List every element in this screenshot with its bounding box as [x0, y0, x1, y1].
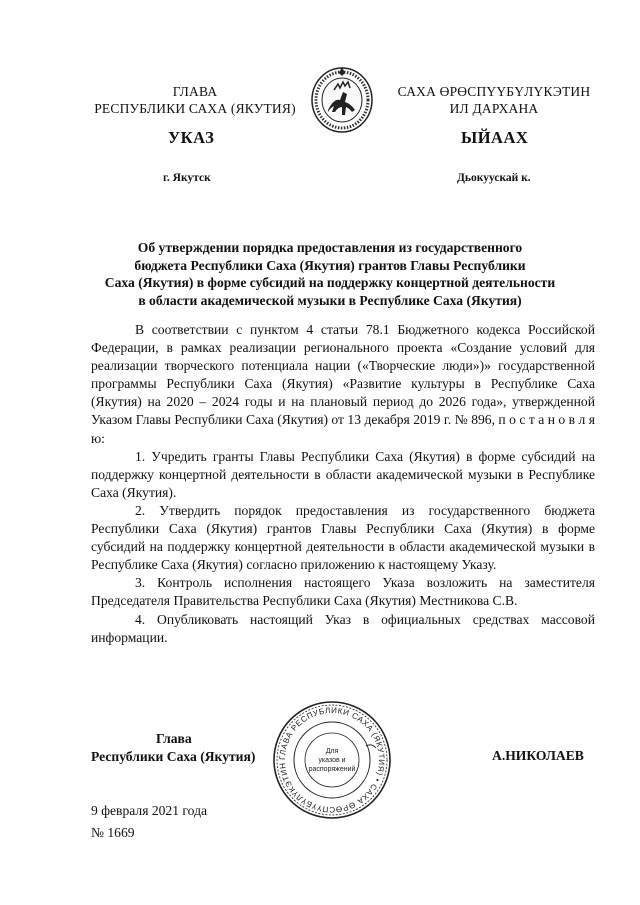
- seal-stamp-icon: [270, 698, 394, 822]
- place-sah: Дьокуускай к.: [457, 172, 531, 184]
- header-right-line2: ИЛ ДАРХАНА: [449, 101, 539, 116]
- doc-type-ru: УКАЗ: [168, 128, 215, 147]
- seal-inner-line3: распоряжений: [308, 766, 356, 773]
- title-line: Об утверждении порядка предоставления из государственного: [137, 240, 523, 255]
- place-ru: г. Якутск: [163, 172, 211, 184]
- seal-inner-line1: Для: [325, 748, 339, 755]
- signature-position-line2: Республики Саха (Якутия): [91, 749, 256, 764]
- doc-type-sah: ЫЙААХ: [461, 128, 529, 147]
- signature-position-line1: Глава: [156, 731, 192, 746]
- item-paragraph-2: 2. Утвердить порядок предоставления из государственного бюджета Республики Саха (Якутия) грантов Главы Республики Саха (Якутия) в форме субсидий на поддержку концертной деятельности в области академической музыки в Республике Саха (Якутия) согласно приложению к настоящему Указу.: [91, 502, 595, 573]
- seal-inner-line2: указов и: [318, 757, 346, 764]
- item-paragraph-1: 1. Учредить гранты Главы Республики Саха (Якутия) в форме субсидий на поддержку концертной деятельности в области академической музыки в Республике Саха (Якутия).: [91, 448, 595, 500]
- title-line: Саха (Якутия) в форме субсидий на поддержку концертной деятельности: [104, 275, 556, 291]
- seal-ring-text: ГЛАВА РЕСПУБЛИКИ САХА (ЯКУТИЯ) • САХА ӨРӨСПҮҮБҮЛҮКЭТИН: [277, 705, 387, 815]
- preamble-paragraph: В соответствии с пунктом 4 статьи 78.1 Бюджетного кодекса Российской Федерации, в рамках реализации регионального проекта «Создание условий для реализации творческого потенциала нации («Творческие люди»)» государственной программы Республики Саха (Якутия) «Развитие культуры в Республике Саха (Якутия) на 2020 – 2024 годы и на плановый период до 2026 года», утвержденной Указом Главы Республики Саха (Якутия) от 13 декабря 2019 г. № 896, п о с т а н о в л я ю:: [91, 322, 595, 446]
- decree-body: [91, 321, 595, 647]
- decree-date: 9 февраля 2021 года: [91, 803, 208, 818]
- official-seal: [270, 698, 394, 822]
- header-right-line1: САХА ӨРӨСПҮҮБҮЛҮКЭТИН: [397, 84, 591, 99]
- item-paragraph-3: 3. Контроль исполнения настоящего Указа возложить на заместителя Председателя Правительства Республики Саха (Якутия) Местникова С.В.: [91, 575, 595, 609]
- header-left-line1: ГЛАВА: [172, 84, 218, 99]
- header-left-authority: [80, 83, 310, 117]
- header-left-line2: РЕСПУБЛИКИ САХА (ЯКУТИЯ): [94, 101, 296, 116]
- title-line: бюджета Республики Саха (Якутия) грантов Главы Республики: [134, 257, 526, 273]
- coat-of-arms-icon: [308, 62, 376, 134]
- header-right-authority: [378, 83, 610, 117]
- item-paragraph-4: 4. Опубликовать настоящий Указ в официальных средствах массовой информации.: [91, 611, 595, 645]
- title-line: в области академической музыки в Республике Саха (Якутия): [138, 292, 522, 308]
- coat-of-arms-emblem: [308, 62, 376, 134]
- signer-name: А.НИКОЛАЕВ: [492, 748, 584, 763]
- decree-number: № 1669: [91, 825, 135, 840]
- signature-position: [91, 730, 255, 766]
- decree-title: [60, 239, 600, 309]
- decree-footer: [91, 800, 207, 844]
